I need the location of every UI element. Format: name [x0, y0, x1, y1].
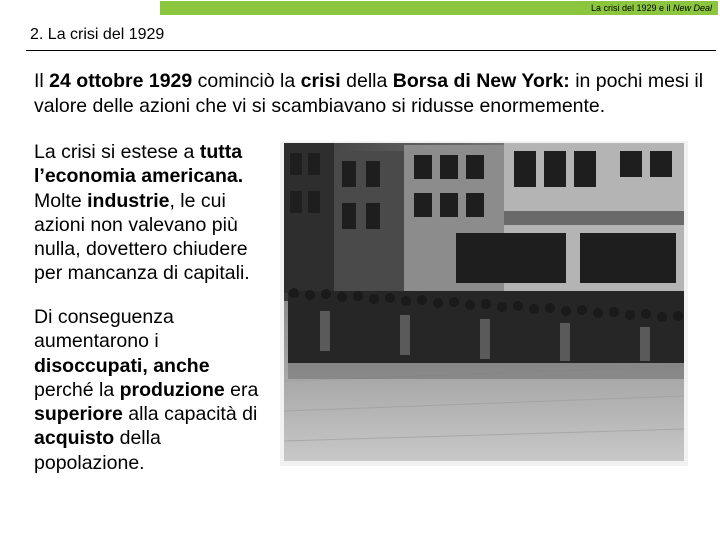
p3-text-1: Di conseguenza aumentarono i — [34, 306, 174, 353]
intro-text-2: cominciò la — [192, 70, 301, 92]
p2-text-1: La crisi si estese a — [34, 141, 200, 163]
p2-text-3: , le cui azioni non valevano più nulla, dovettero chiudere per mancanza di capitali. — [34, 189, 250, 285]
p2-text-2: Molte — [34, 189, 88, 212]
p2-bold-1: tutta l’economia americana. — [34, 141, 244, 188]
header-title-italic: New Deal — [672, 3, 712, 13]
intro-text-1: Il — [34, 70, 50, 92]
p3-bold-1: disoccupati, anche — [34, 354, 210, 377]
p3-text-4: alla capacità di — [122, 403, 258, 426]
p3-text-2: perché la — [34, 378, 120, 401]
p2-bold-2: industrie — [87, 189, 170, 212]
breadline-photo — [280, 141, 688, 466]
p3-bold-4: acquisto — [34, 427, 115, 450]
paragraph-economy — [34, 140, 270, 286]
p3-text-5: della popolazione. — [34, 427, 161, 474]
intro-text-3: della — [340, 70, 393, 92]
p3-bold-2: produzione — [119, 378, 225, 401]
intro-bold-borsa: Borsa di New York: — [392, 70, 570, 92]
intro-text-4: in pochi mesi il valore delle azioni che vi si scambiavano si ridusse enormemente. — [34, 70, 704, 117]
intro-bold-crisi: crisi — [300, 70, 341, 92]
title-divider — [26, 50, 716, 51]
header-bar — [160, 1, 718, 15]
intro-paragraph — [34, 69, 704, 119]
section-title: 2. La crisi del 1929 — [30, 26, 165, 43]
p3-text-3: era — [224, 378, 259, 401]
header-title: La crisi del 1929 e il — [590, 3, 673, 13]
paragraph-unemployment — [34, 305, 270, 475]
p3-bold-3: superiore — [34, 403, 123, 426]
intro-bold-date: 24 ottobre 1929 — [49, 70, 193, 92]
